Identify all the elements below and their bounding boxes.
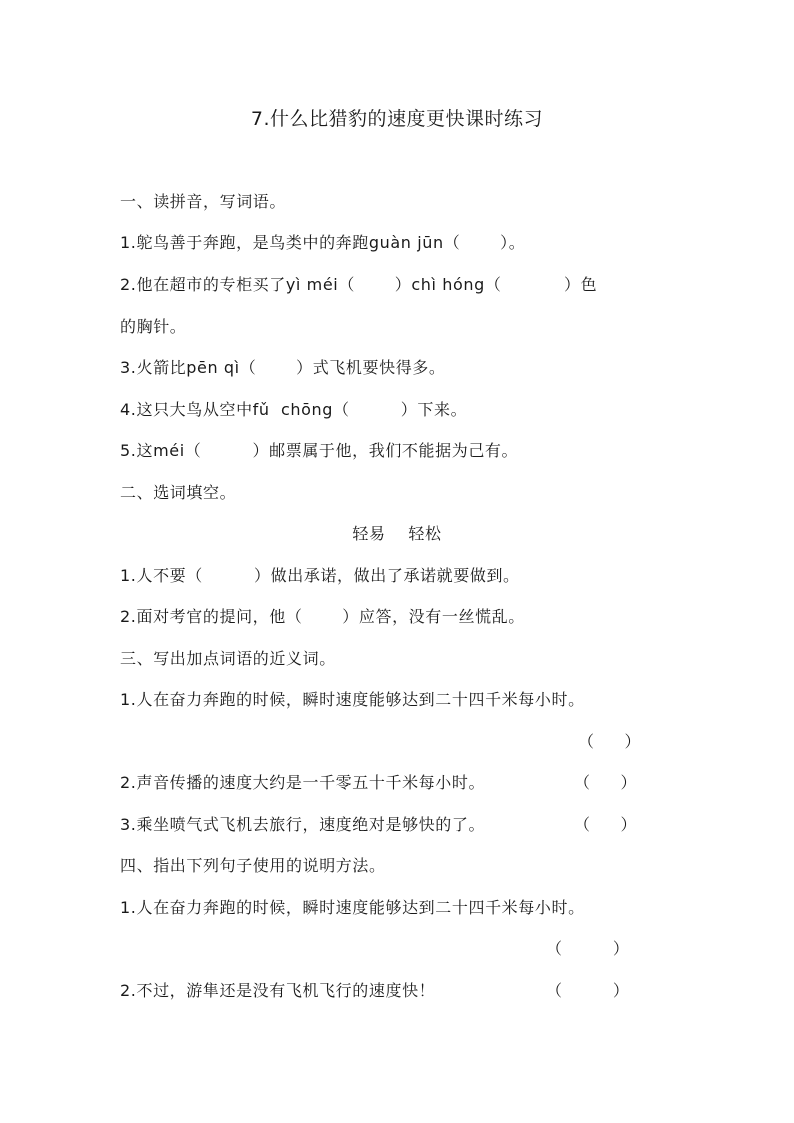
q1-2-continued: 的胸针。 xyxy=(120,317,187,336)
q1-4: 4.这只大鸟从空中fǔ chōng（ ）下来。 xyxy=(120,400,468,419)
q3-1-answer-blank: （ ） xyxy=(578,732,641,751)
page-title: 7.什么比猎豹的速度更快课时练习 xyxy=(250,108,544,130)
q4-1: 1.人在奋力奔跑的时候，瞬时速度能够达到二十四千米每小时。 xyxy=(120,898,585,917)
q1-5: 5.这méi（ ）邮票属于他，我们不能据为己有。 xyxy=(120,441,519,460)
q3-3: 3.乘坐喷气式飞机去旅行，速度绝对是够快的了。 xyxy=(120,815,486,834)
q1-2: 2.他在超市的专柜买了yì méi（ ）chì hóng（ ）色 xyxy=(120,275,598,294)
q4-2-answer-blank: （ ） xyxy=(546,981,629,1000)
q3-2-answer-blank: （ ） xyxy=(574,773,637,792)
q3-1: 1.人在奋力奔跑的时候，瞬时速度能够达到二十四千米每小时。 xyxy=(120,690,585,709)
q4-2: 2.不过，游隼还是没有飞机飞行的速度快！ xyxy=(120,981,436,1000)
section-1-heading: 一、读拼音，写词语。 xyxy=(120,192,287,211)
q1-1: 1.鸵鸟善于奔跑，是鸟类中的奔跑guàn jūn（ ）。 xyxy=(120,233,526,252)
section-3-heading: 三、写出加点词语的近义词。 xyxy=(120,649,336,668)
word-choices: 轻易 轻松 xyxy=(352,524,442,543)
section-4-heading: 四、指出下列句子使用的说明方法。 xyxy=(120,856,386,875)
q2-2: 2.面对考官的提问，他（ ）应答，没有一丝慌乱。 xyxy=(120,607,525,626)
q2-1: 1.人不要（ ）做出承诺，做出了承诺就要做到。 xyxy=(120,566,520,585)
q3-3-answer-blank: （ ） xyxy=(574,815,637,834)
q4-1-answer-blank: （ ） xyxy=(546,939,629,958)
q3-2: 2.声音传播的速度大约是一千零五十千米每小时。 xyxy=(120,773,486,792)
section-2-heading: 二、选词填空。 xyxy=(120,483,237,502)
q1-3: 3.火箭比pēn qì（ ）式飞机要快得多。 xyxy=(120,358,446,377)
